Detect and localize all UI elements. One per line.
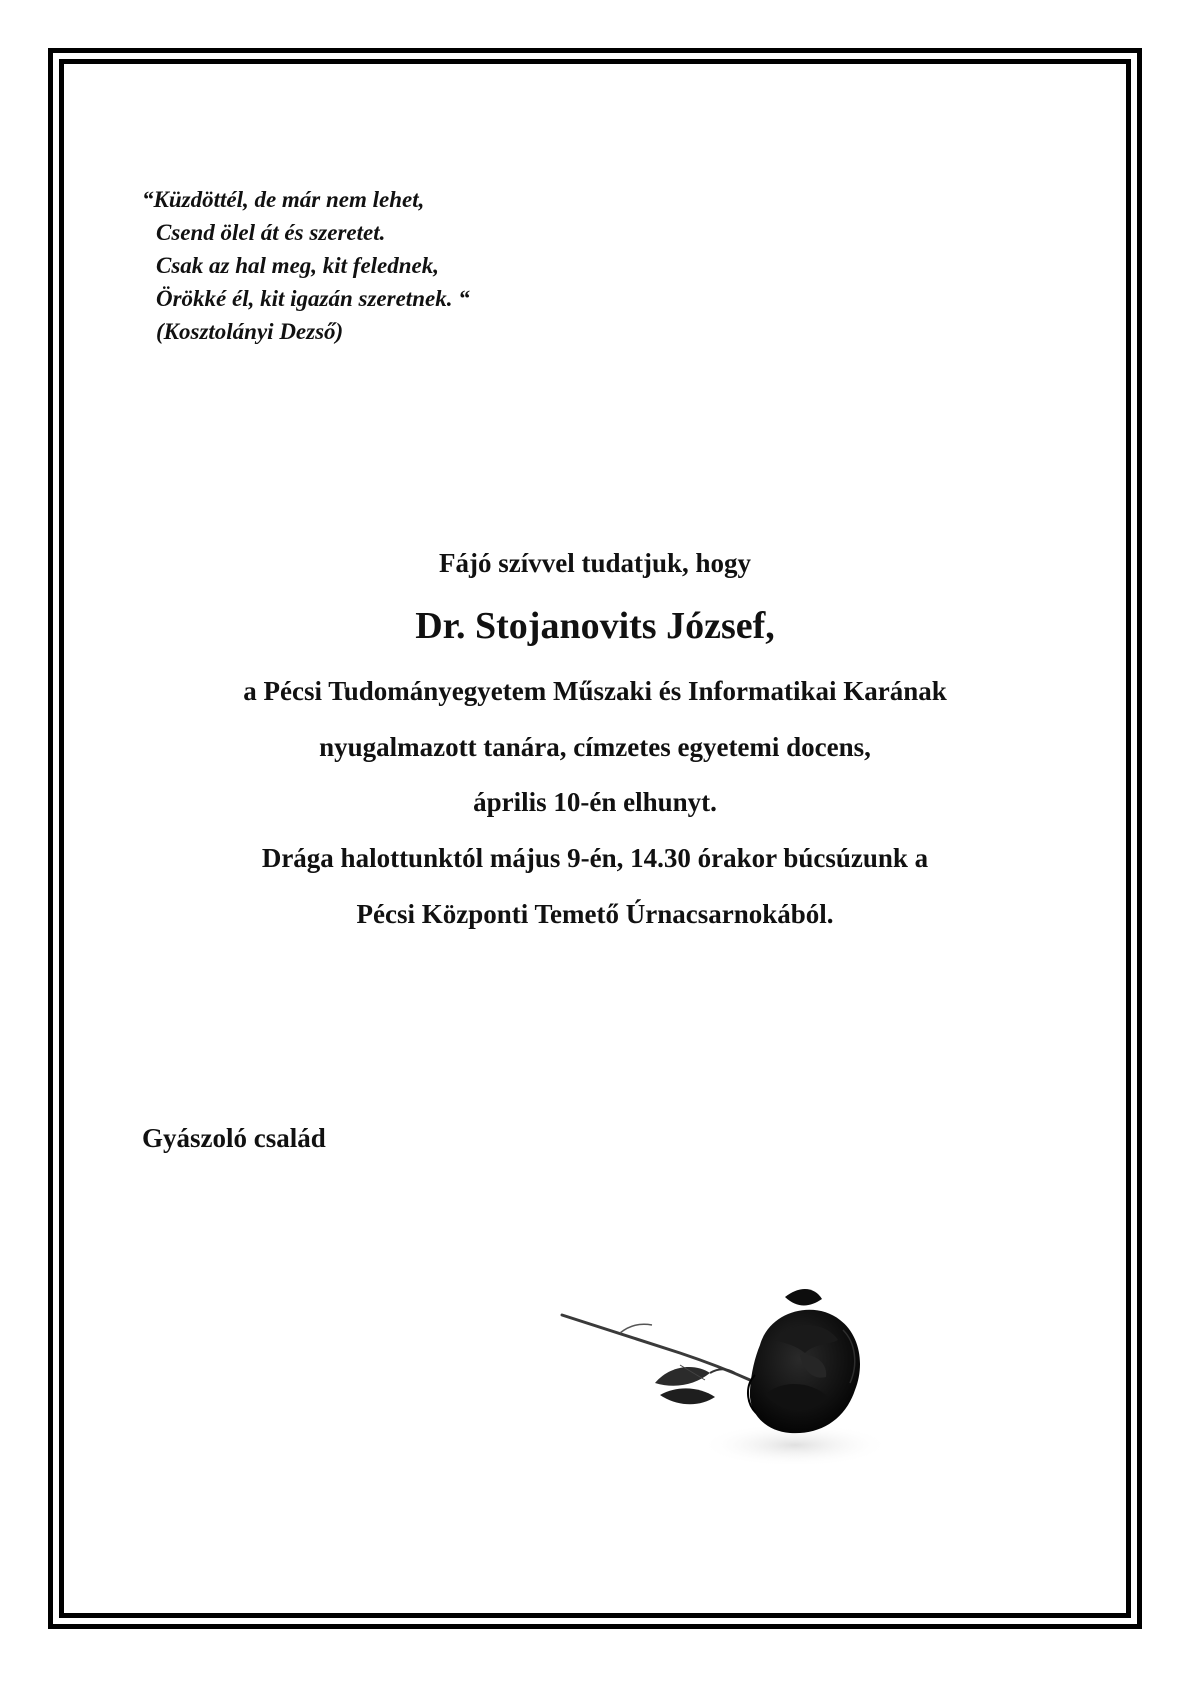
announcement-line: Drága halottunktól május 9-én, 14.30 órakor búcsúzunk a — [261, 843, 929, 873]
signature: Gyászoló család — [142, 1123, 326, 1153]
quote-author: (Kosztolányi Dezső) — [156, 319, 344, 344]
announcement-line: április 10-én elhunyt. — [473, 787, 717, 817]
quote-line: Csak az hal meg, kit felednek, — [156, 253, 440, 278]
announcement-line: a Pécsi Tudományegyetem Műszaki és Informatikai Karának — [243, 676, 947, 706]
black-rose-icon — [560, 1285, 900, 1485]
announcement-line: nyugalmazott tanára, címzetes egyetemi docens, — [319, 732, 871, 762]
announcement-intro: Fájó szívvel tudatjuk, hogy — [438, 548, 752, 578]
poem-quote — [142, 183, 470, 348]
announcement-line: Pécsi Központi Temető Úrnacsarnokából. — [356, 899, 834, 929]
deceased-name: Dr. Stojanovits József, — [415, 605, 775, 647]
quote-line: Örökké él, kit igazán szeretnek. “ — [156, 286, 470, 311]
quote-line: “Küzdöttél, de már nem lehet, — [142, 187, 425, 212]
quote-line: Csend ölel át és szeretet. — [156, 220, 386, 245]
